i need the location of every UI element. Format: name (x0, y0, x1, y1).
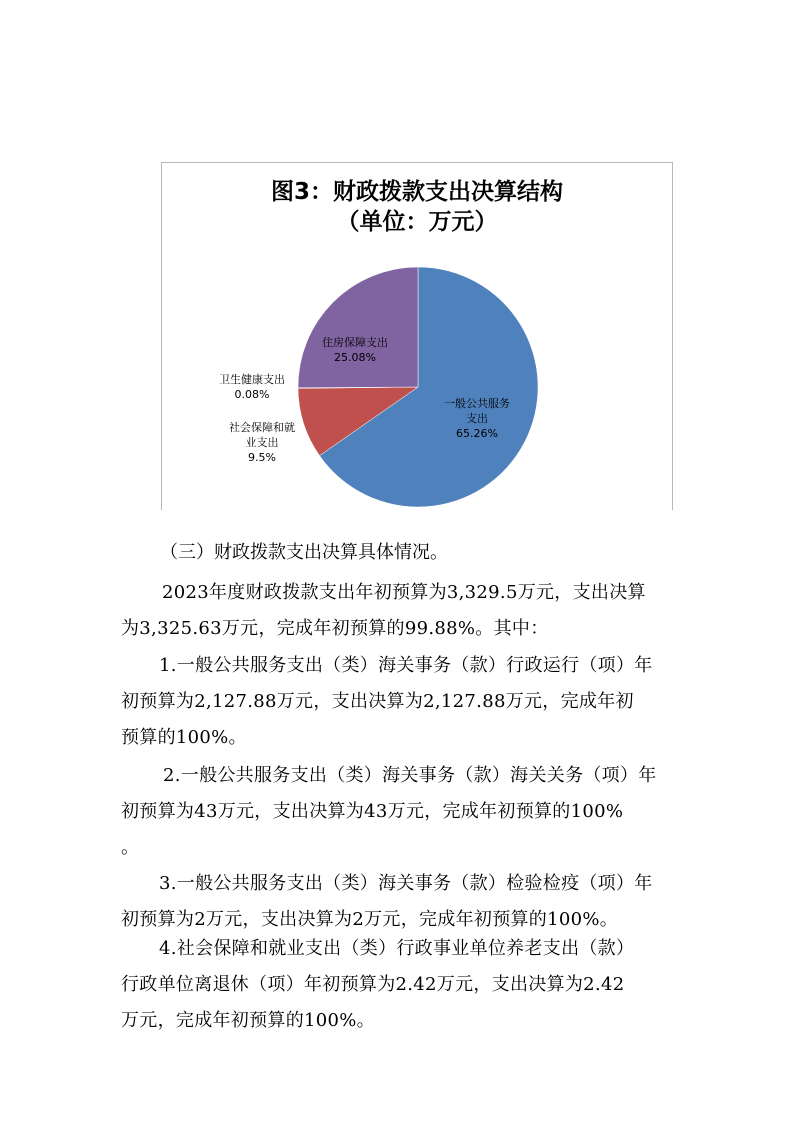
slice-label: 一般公共服务支出 65.26% (444, 397, 510, 440)
slice-label: 卫生健康支出 0.08% (219, 373, 285, 401)
text-line: 1.一般公共服务支出（类）海关事务（款）行政运行（项）年 (159, 655, 653, 676)
chart-subtitle: （单位：万元） (336, 209, 498, 235)
text-line: 2.一般公共服务支出（类）海关事务（款）海关关务（项）年 (163, 765, 657, 786)
chart-frame (161, 162, 673, 510)
text-line: 行政单位离退休（项）年初预算为2.42万元，支出决算为2.42 (121, 974, 625, 995)
text-line: 初预算为43万元，支出决算为43万元，完成年初预算的100% (121, 801, 624, 822)
slice-label: 住房保障支出 25.08% (322, 336, 388, 364)
slice-label: 社会保障和就业支出 9.5% (229, 421, 295, 464)
text-line: 万元，完成年初预算的100%。 (121, 1010, 375, 1031)
text-line: 为3,325.63万元，完成年初预算的99.88%。其中： (121, 618, 549, 639)
paragraph (121, 758, 691, 866)
chart-title: 图3：财政拨款支出决算结构 (270, 179, 563, 205)
paragraph (121, 575, 691, 647)
text-line: 4.社会保障和就业支出（类）行政事业单位养老支出（款） (159, 938, 635, 959)
text-line: 。 (121, 837, 140, 858)
pie-slice (298, 267, 418, 388)
text-line: 预算的100%。 (121, 727, 247, 748)
paragraph (121, 648, 691, 756)
paragraph (121, 931, 691, 1039)
section-heading: （三）财政拨款支出决算具体情况。 (160, 542, 448, 563)
text-line: 2023年度财政拨款支出年初预算为3,329.5万元，支出决算 (162, 582, 646, 603)
text-line: 初预算为2,127.88万元，支出决算为2,127.88万元，完成年初 (121, 691, 634, 712)
text-line: 初预算为2万元，支出决算为2万元，完成年初预算的100%。 (121, 909, 619, 930)
pie-chart (162, 163, 672, 511)
text-line: 3.一般公共服务支出（类）海关事务（款）检验检疫（项）年 (159, 873, 653, 894)
paragraph (121, 866, 691, 938)
